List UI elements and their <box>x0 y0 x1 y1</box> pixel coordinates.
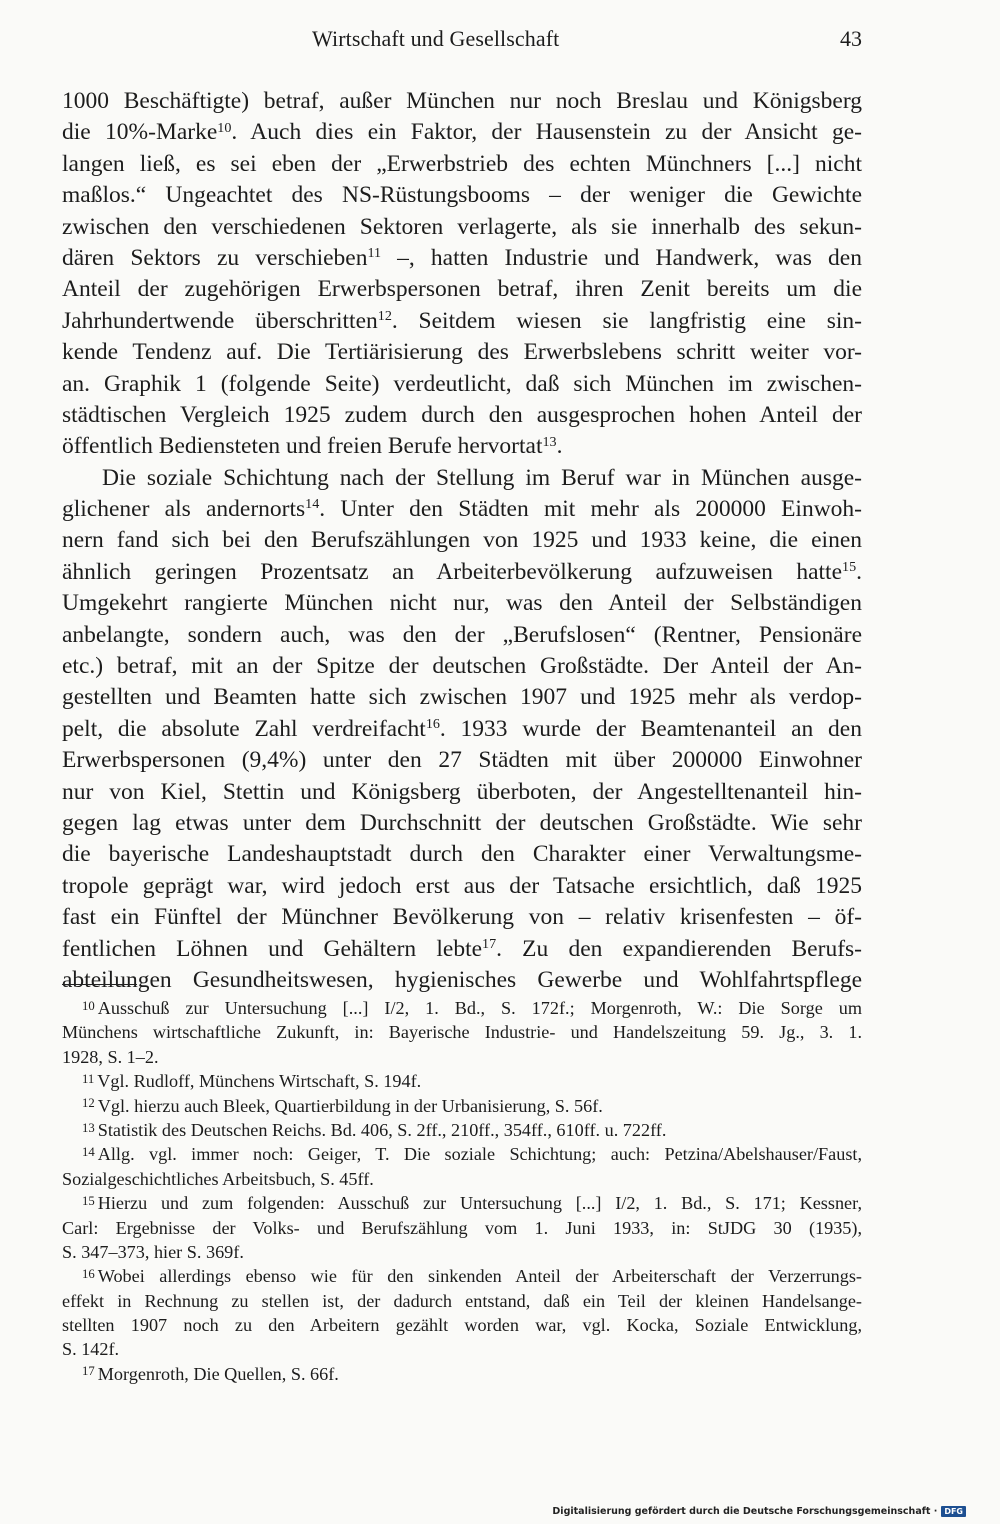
footnote-line <box>62 1264 862 1288</box>
footnote-text: Münchens wirtschaftliche Zukunft, in: Bayerische Industrie- und Handelszeitung 59. Jg., 3. 1. <box>62 1022 862 1043</box>
line-text: Jahrhundertwende überschritten <box>62 307 378 334</box>
footnote-line <box>62 1191 862 1215</box>
footnote-number: 15 <box>82 1193 95 1208</box>
line-text-after: . Seitdem wiesen sie langfristig eine sin- <box>391 307 862 334</box>
line-text: ähnlich geringen Prozentsatz an Arbeiterbevölkerung aufzuweisen hatte <box>62 558 843 585</box>
body-line <box>62 620 862 651</box>
body-line <box>62 871 862 902</box>
body-line <box>62 117 862 148</box>
line-text: fentlichen Löhnen und Gehältern lebte <box>62 935 483 962</box>
line-text-after: . Zu den expandierenden Berufs- <box>496 935 862 962</box>
footnote-text: S. 347–373, hier S. 369f. <box>62 1241 244 1262</box>
body-line <box>62 212 862 243</box>
body-line <box>62 369 862 400</box>
line-text-after: . <box>856 558 862 585</box>
footnote-number: 10 <box>82 998 95 1013</box>
line-text: Erwerbspersonen (9,4%) unter den 27 Städten mit über 200000 Einwohner <box>62 747 862 774</box>
footnote-text: Wobei allerdings ebenso wie für den sinkenden Anteil der Arbeiterschaft der Verzerrungs- <box>97 1266 862 1287</box>
line-text-after: –, hatten Industrie und Handwerk, was den <box>381 244 862 271</box>
line-text: tropole geprägt war, wird jedoch erst aus der Tatsache ersichtlich, daß 1925 <box>62 872 862 899</box>
line-text-after: . <box>556 433 563 460</box>
line-text-after: . Unter den Städten mit mehr als 200000 Einwoh- <box>319 496 862 523</box>
footnote-number: 12 <box>82 1096 95 1111</box>
line-text: Umgekehrt rangierte München nicht nur, was den Anteil der Selbständigen <box>62 590 862 617</box>
body-line <box>62 902 862 933</box>
body-line <box>62 149 862 180</box>
footnote-line <box>62 1216 862 1240</box>
footnote-line <box>62 1094 862 1118</box>
line-text: 1000 Beschäftigte) betraf, außer München nur noch Breslau und Königsberg <box>62 88 862 114</box>
body-line <box>62 306 862 337</box>
digitization-credit <box>552 1506 966 1517</box>
body-line <box>62 651 862 682</box>
body-line <box>62 525 862 556</box>
body-line <box>62 494 862 525</box>
footnote-text: Allg. vgl. immer noch: Geiger, T. Die soziale Schichtung; auch: Petzina/Abelshauser/Faust, <box>97 1144 862 1165</box>
body-line <box>62 400 862 431</box>
page-number: 43 <box>840 26 862 51</box>
body-line <box>62 934 862 965</box>
footnote-text: Vgl. hierzu auch Bleek, Quartierbildung in der Urbanisierung, S. 56f. <box>97 1095 603 1116</box>
footnote-line <box>62 1142 862 1166</box>
footnote-line <box>62 996 862 1020</box>
footnote-reference[interactable]: 14 <box>305 496 320 513</box>
body-line <box>62 839 862 870</box>
line-text: städtischen Vergleich 1925 zudem durch den ausgesprochen hohen Anteil der <box>62 401 862 428</box>
body-line <box>62 714 862 745</box>
footnote-text: Hierzu und zum folgenden: Ausschuß zur Untersuchung [...] I/2, 1. Bd., S. 171; Kessner, <box>97 1193 862 1214</box>
footnote-line <box>62 1313 862 1337</box>
footnote-number: 14 <box>82 1144 95 1159</box>
line-text: anbelangte, sondern auch, was den der „Berufslosen“ (Rentner, Pensionäre <box>62 621 862 648</box>
line-text: an. Graphik 1 (folgende Seite) verdeutlicht, daß sich München im zwischen- <box>62 370 862 397</box>
footnote-reference[interactable]: 17 <box>482 935 497 952</box>
body-line <box>62 86 862 117</box>
footnote-text: Statistik des Deutschen Reichs. Bd. 406, S. 2ff., 210ff., 354ff., 610ff. u. 722ff. <box>97 1119 667 1140</box>
footnote-number: 13 <box>82 1120 95 1135</box>
footnotes <box>62 996 862 1386</box>
line-text-after: . 1933 wurde der Beamtenanteil an den <box>439 715 862 742</box>
footnote-line <box>62 1069 862 1093</box>
line-text: glichener als andernorts <box>62 496 306 523</box>
line-text: maßlos.“ Ungeachtet des NS-Rüstungsbooms – der weniger die Gewichte <box>62 182 862 209</box>
line-text: langen ließ, es sei eben der „Erwerbstrieb des echten Münchners [...] nicht <box>62 150 862 177</box>
line-text: nern fand sich bei den Berufszählungen von 1925 und 1933 keine, die einen <box>62 527 862 554</box>
running-title: Wirtschaft und Gesellschaft <box>312 26 560 51</box>
line-text: nur von Kiel, Stettin und Königsberg überboten, der Angestelltenanteil hin- <box>62 778 862 805</box>
line-text: etc.) betraf, mit an der Spitze der deutschen Großstädte. Der Anteil der An- <box>62 653 862 680</box>
footnote-reference[interactable]: 12 <box>377 307 392 324</box>
footnote-line <box>62 1020 862 1044</box>
line-text: die 10%-Marke <box>62 119 218 146</box>
footnote-text: Sozialgeschichtliches Arbeitsbuch, S. 45ff. <box>62 1168 374 1189</box>
body-line <box>62 777 862 808</box>
footnote-line <box>62 1240 862 1264</box>
footnote-reference[interactable]: 10 <box>217 119 232 136</box>
line-text: abteilungen Gesundheitswesen, hygienisches Gewerbe und Wohlfahrtspflege <box>62 966 862 993</box>
footnote-reference[interactable]: 13 <box>542 433 557 450</box>
credit-text: Digitalisierung gefördert durch die Deutsche Forschungsgemeinschaft · <box>552 1506 938 1517</box>
footnote-line <box>62 1289 862 1313</box>
body-line <box>62 557 862 588</box>
body-line <box>62 337 862 368</box>
body-line <box>62 243 862 274</box>
line-text: Anteil der zugehörigen Erwerbspersonen betraf, ihren Zenit bereits um die <box>62 276 862 303</box>
page-header <box>62 26 862 56</box>
footnote-line <box>62 1337 862 1361</box>
line-text: pelt, die absolute Zahl verdreifacht <box>62 715 426 742</box>
line-text: fast ein Fünftel der Münchner Bevölkerung von – relativ krisenfesten – öf- <box>62 904 862 931</box>
body-text <box>62 86 862 996</box>
line-text-after: . Auch dies ein Faktor, der Hausenstein zu der Ansicht ge- <box>231 119 863 146</box>
line-text: öffentlich Bediensteten und freien Berufe hervortat <box>62 433 543 460</box>
line-text: dären Sektors zu verschieben <box>62 244 368 271</box>
body-line <box>62 745 862 776</box>
line-text: Die soziale Schichtung nach der Stellung im Beruf war in München ausge- <box>102 464 862 491</box>
line-text: die bayerische Landeshauptstadt durch den Charakter einer Verwaltungsme- <box>62 841 862 868</box>
line-text: zwischen den verschiedenen Sektoren verlagerte, als sie innerhalb des sekun- <box>62 213 862 240</box>
footnote-text: Vgl. Rudloff, Münchens Wirtschaft, S. 194f. <box>97 1071 422 1092</box>
body-line <box>62 180 862 211</box>
line-text: kende Tendenz auf. Die Tertiärisierung des Erwerbslebens schritt weiter vor- <box>62 339 862 366</box>
footnote-line <box>62 1362 862 1386</box>
dfg-logo: DFG <box>941 1506 966 1517</box>
line-text: gestellten und Beamten hatte sich zwischen 1907 und 1925 mehr als verdop- <box>62 684 862 711</box>
body-line <box>62 808 862 839</box>
footnote-number: 11 <box>82 1071 95 1086</box>
body-line <box>62 682 862 713</box>
body-line <box>62 431 862 462</box>
footnote-text: S. 142f. <box>62 1339 120 1360</box>
body-line <box>62 463 862 494</box>
footnote-number: 16 <box>82 1266 95 1281</box>
footnote-text: Morgenroth, Die Quellen, S. 66f. <box>97 1363 339 1384</box>
footnote-line <box>62 1045 862 1069</box>
body-line <box>62 274 862 305</box>
footnote-separator <box>62 984 137 985</box>
footnote-text: Carl: Ergebnisse der Volks- und Berufszählung vom 1. Juni 1933, in: StJDG 30 (1935), <box>62 1217 862 1238</box>
body-line <box>62 965 862 996</box>
footnote-number: 17 <box>82 1364 95 1379</box>
footnote-text: 1928, S. 1–2. <box>62 1046 159 1067</box>
footnote-text: Ausschuß zur Untersuchung [...] I/2, 1. Bd., S. 172f.; Morgenroth, W.: Die Sorge um <box>97 998 862 1018</box>
body-line <box>62 588 862 619</box>
line-text: gegen lag etwas unter dem Durchschnitt der deutschen Großstädte. Wie sehr <box>62 809 862 836</box>
footnote-text: effekt in Rechnung zu stellen ist, der dadurch entstand, daß ein Teil der kleinen Handelsange- <box>62 1290 862 1311</box>
footnote-line <box>62 1118 862 1142</box>
footnote-line <box>62 1167 862 1191</box>
footnote-text: stellten 1907 noch zu den Arbeitern gezählt worden war, vgl. Kocka, Soziale Entwicklung, <box>62 1315 862 1336</box>
footnote-reference[interactable]: 16 <box>425 716 440 733</box>
footnote-reference[interactable]: 15 <box>842 559 857 576</box>
footnote-reference[interactable]: 11 <box>367 245 382 262</box>
